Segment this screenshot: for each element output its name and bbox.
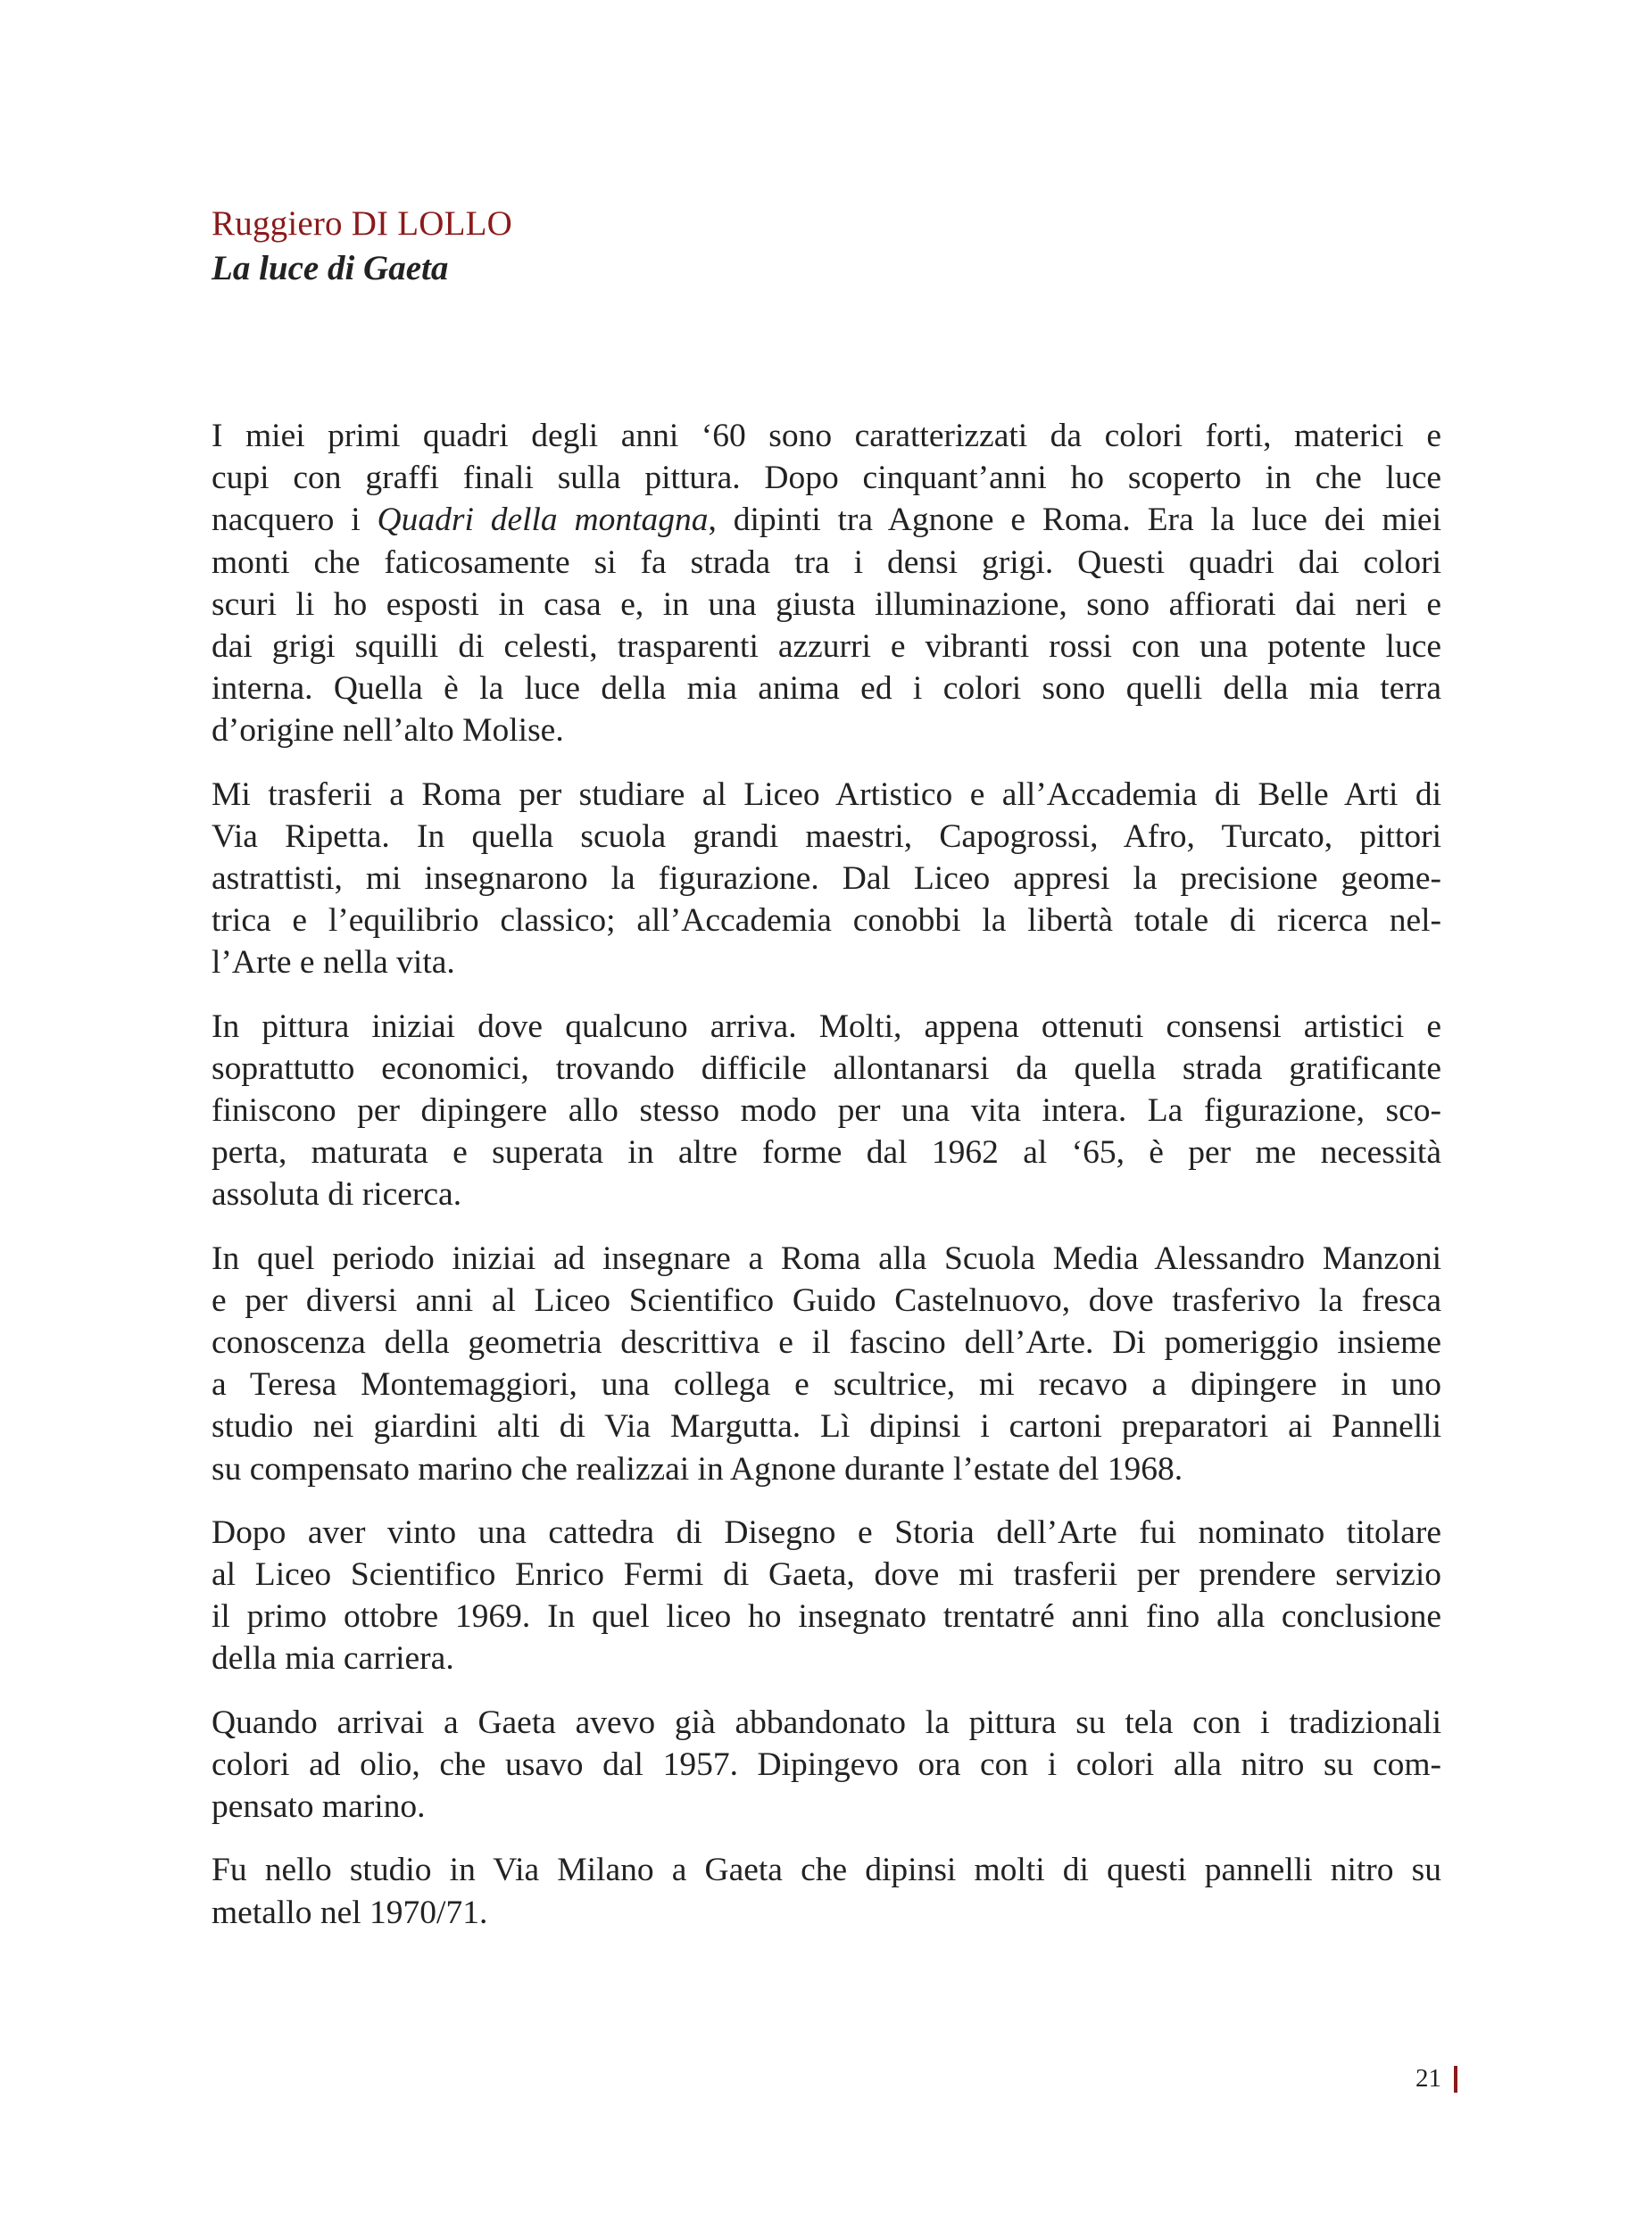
text-line	[212, 499, 1441, 541]
article-title: La luce di Gaeta	[212, 249, 449, 287]
text-line	[212, 1238, 1441, 1280]
text-line	[212, 1512, 1441, 1554]
author-name: Ruggiero DI LOLLO	[212, 204, 512, 243]
body-paragraph	[212, 1702, 1441, 1828]
body-paragraph	[212, 1512, 1441, 1680]
text-line	[212, 1132, 1441, 1173]
text-line	[212, 1406, 1441, 1447]
text-line	[212, 1554, 1441, 1596]
text-line	[212, 1280, 1441, 1322]
text-segment: e per diversi anni al Liceo Scientifico Guido Castelnuovo, dove trasferivo la fresca	[212, 1281, 1441, 1319]
page-number-divider	[1454, 2066, 1457, 2093]
text-line	[212, 1702, 1441, 1744]
text-segment: interna. Quella è la luce della mia anima ed i colori sono quelli della mia terra	[212, 670, 1441, 708]
text-line	[212, 415, 1441, 457]
text-segment: monti che faticosamente si fa strada tra i densi grigi. Questi quadri dai colori	[212, 543, 1441, 581]
article-body	[212, 415, 1441, 1955]
text-line	[212, 1596, 1441, 1638]
text-segment: metallo nel 1970/71.	[212, 1894, 488, 1931]
body-paragraph	[212, 1006, 1441, 1216]
text-line	[212, 1744, 1441, 1786]
text-line	[212, 816, 1441, 858]
text-segment: cupi con graffi finali sulla pittura. Dopo cinquant’anni ho scoperto in che luce	[212, 460, 1441, 497]
text-segment: In pittura iniziai dove qualcuno arriva. Molti, appena ottenuti consensi artistici e	[212, 1007, 1441, 1045]
text-segment: In quel periodo iniziai ad insegnare a Roma alla Scuola Media Alessandro Manzoni	[212, 1240, 1441, 1277]
text-segment: colori ad olio, che usavo dal 1957. Dipingevo ora con i colori alla nitro su com-	[212, 1745, 1441, 1783]
text-line	[212, 1892, 1441, 1934]
text-line	[212, 1364, 1441, 1406]
text-segment: il primo ottobre 1969. In quel liceo ho insegnato trentatré anni fino alla conclusione	[212, 1598, 1441, 1636]
text-line	[212, 941, 1441, 983]
text-line	[212, 774, 1441, 816]
text-line	[212, 542, 1441, 584]
text-segment: scuri li ho esposti in casa e, in una giusta illuminazione, sono affiorati dai neri e	[212, 585, 1441, 623]
page-footer	[1415, 2064, 1457, 2094]
text-segment: I miei primi quadri degli anni ‘60 sono caratterizzati da colori forti, materici e	[212, 418, 1441, 454]
text-segment: pensato marino.	[212, 1788, 426, 1826]
text-segment: assoluta di ricerca.	[212, 1176, 462, 1214]
body-paragraph	[212, 1238, 1441, 1490]
text-segment: trica e l’equilibrio classico; all’Accademia conobbi la libertà totale di ricerca nel-	[212, 902, 1441, 940]
text-segment: conoscenza della geometria descrittiva e il fascino dell’Arte. Di pomeriggio insieme	[212, 1324, 1441, 1362]
text-line	[212, 1048, 1441, 1090]
text-line	[212, 457, 1441, 499]
text-line	[212, 1090, 1441, 1132]
text-segment: finiscono per dipingere allo stesso modo per una vita intera. La figurazione, sco-	[212, 1092, 1441, 1130]
text-line	[212, 1849, 1441, 1891]
text-line	[212, 900, 1441, 941]
text-line	[212, 1786, 1441, 1828]
italic-title: Quadri della montagna	[377, 502, 709, 539]
text-segment: Via Ripetta. In quella scuola grandi maestri, Capogrossi, Afro, Turcato, pittori	[212, 817, 1441, 855]
text-segment: Fu nello studio in Via Milano a Gaeta che dipinsi molti di questi pannelli nitro su	[212, 1852, 1441, 1889]
text-segment: su compensato marino che realizzai in Agnone durante l’estate del 1968.	[212, 1450, 1183, 1488]
text-segment: soprattutto economici, trovando difficile allontanarsi da quella strada gratificante	[212, 1049, 1441, 1087]
page-number: 21	[1415, 2064, 1441, 2093]
text-segment: a Teresa Montemaggiori, una collega e scultrice, mi recavo a dipingere in uno	[212, 1366, 1441, 1404]
text-line	[212, 1448, 1441, 1490]
text-line	[212, 1173, 1441, 1215]
text-line	[212, 1322, 1441, 1364]
text-segment: studio nei giardini alti di Via Margutta. Lì dipinsi i cartoni preparatori ai Pannelli	[212, 1408, 1441, 1446]
text-segment: , dipinti tra Agnone e Roma. Era la luce dei miei	[708, 502, 1441, 539]
text-segment: d’origine nell’alto Molise.	[212, 712, 564, 750]
text-segment: astrattisti, mi insegnarono la figurazione. Dal Liceo appresi la precisione geome-	[212, 860, 1441, 898]
text-segment: l’Arte e nella vita.	[212, 944, 455, 982]
body-paragraph	[212, 415, 1441, 752]
text-line	[212, 858, 1441, 900]
text-segment: Quando arrivai a Gaeta avevo già abbandonato la pittura su tela con i tradizionali	[212, 1704, 1441, 1741]
text-line	[212, 584, 1441, 626]
text-segment: della mia carriera.	[212, 1640, 454, 1678]
text-segment: dai grigi squilli di celesti, trasparenti azzurri e vibranti rossi con una potente luce	[212, 628, 1441, 666]
text-segment: al Liceo Scientifico Enrico Fermi di Gaeta, dove mi trasferii per prendere servizio	[212, 1556, 1441, 1594]
text-line	[212, 668, 1441, 709]
article-header	[212, 202, 1461, 291]
text-segment: Dopo aver vinto una cattedra di Disegno e Storia dell’Arte fui nominato titolare	[212, 1513, 1441, 1551]
body-paragraph	[212, 774, 1441, 984]
text-segment: nacquero i	[212, 502, 378, 539]
text-line	[212, 709, 1441, 751]
text-segment: perta, maturata e superata in altre forme dal 1962 al ‘65, è per me necessità	[212, 1134, 1441, 1172]
text-line	[212, 1638, 1441, 1679]
text-line	[212, 1006, 1441, 1048]
text-segment: Mi trasferii a Roma per studiare al Liceo Artistico e all’Accademia di Belle Arti di	[212, 775, 1441, 813]
body-paragraph	[212, 1849, 1441, 1933]
text-line	[212, 626, 1441, 668]
